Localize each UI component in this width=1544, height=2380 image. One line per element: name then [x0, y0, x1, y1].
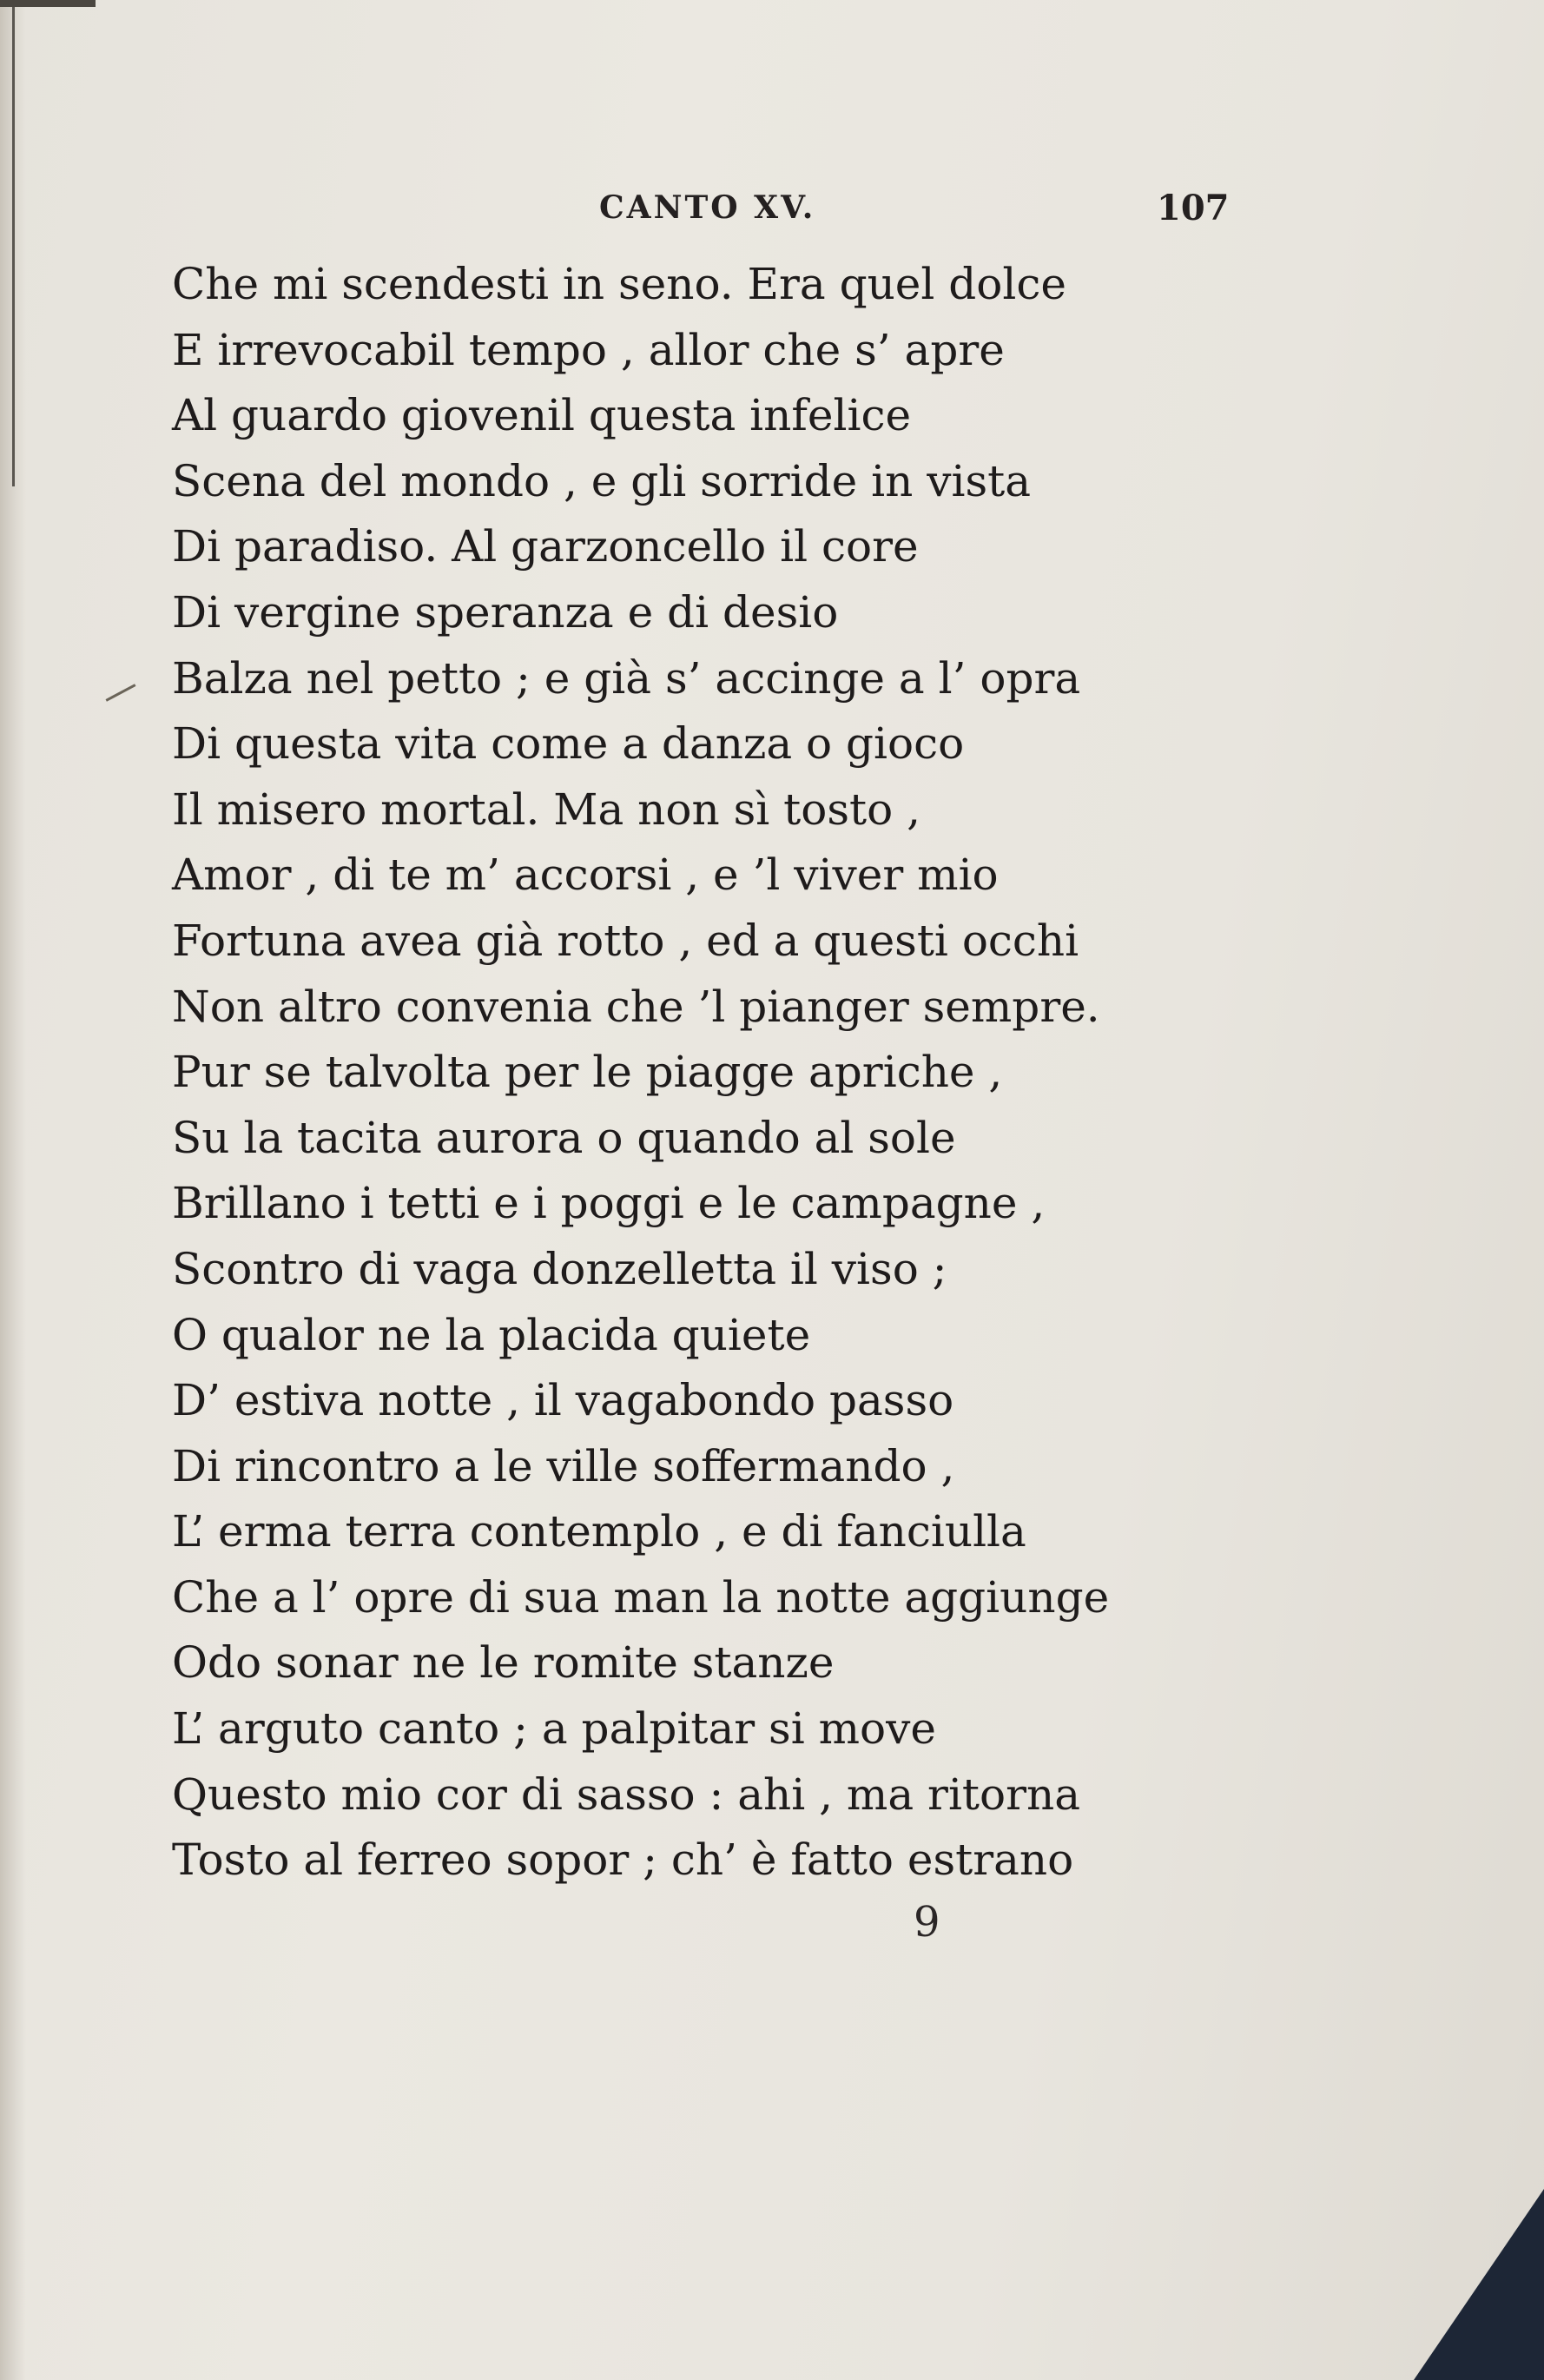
verse-line: Amor , di te m’ accorsi , e ’l viver mio — [172, 850, 999, 901]
verse-line: Odo sonar ne le romite stanze — [172, 1637, 835, 1689]
cover-cloth-corner — [1414, 2189, 1544, 2380]
pencil-mark — [106, 684, 136, 701]
verse-line: Tosto al ferreo sopor ; ch’ è fatto estrano — [172, 1835, 1074, 1886]
verse-line: Non altro convenia che ’l pianger sempre. — [172, 981, 1100, 1032]
verse-line: Scontro di vaga donzelletta il viso ; — [172, 1243, 947, 1294]
verse-line: D’ estiva notte , il vagabondo passo — [172, 1375, 954, 1426]
signature-mark: 9 — [914, 1898, 940, 1947]
verse-line: Di questa vita come a danza o gioco — [172, 718, 965, 770]
verse-line: E irrevocabil tempo , allor che s’ apre — [172, 324, 1005, 375]
verse-line: Che mi scendesti in seno. Era quel dolce — [172, 259, 1066, 309]
verse-line: Al guardo giovenil questa infelice — [172, 390, 912, 441]
running-title: CANTO XV. — [599, 189, 816, 226]
verse-block — [172, 252, 1171, 1894]
verse-line: O qualor ne la placida quiete — [172, 1309, 811, 1360]
verse-line: Di rincontro a le ville soffermando , — [172, 1440, 955, 1491]
verse-line: Di vergine speranza e di desio — [172, 586, 839, 638]
verse-line: Brillano i tetti e i poggi e le campagne , — [172, 1178, 1046, 1229]
verse-line: Balza nel petto ; e già s’ accinge a l’ opra — [172, 652, 1081, 704]
binding-edge — [12, 0, 15, 486]
verse-line: Scena del mondo , e gli sorride in vista — [172, 455, 1032, 506]
verse-line: L’ arguto canto ; a palpitar si move — [172, 1703, 936, 1755]
cover-edge — [0, 0, 96, 7]
verse-line: Fortuna avea già rotto , ed a questi occhi — [172, 915, 1079, 966]
verse-line: Di paradiso. Al garzoncello il core — [172, 521, 919, 572]
running-head — [0, 189, 1544, 241]
verse-line: Che a l’ opre di sua man la notte aggiunge — [172, 1571, 1110, 1623]
verse-line: Questo mio cor di sasso : ahi , ma ritorna — [172, 1768, 1081, 1820]
verse-line: Su la tacita aurora o quando al sole — [172, 1112, 956, 1163]
page-number: 107 — [1157, 188, 1230, 228]
verse-line: L’ erma terra contemplo , e di fanciulla — [172, 1506, 1026, 1557]
verse-line: Pur se talvolta per le piagge apriche , — [172, 1047, 1003, 1098]
verse-line: Il misero mortal. Ma non sì tosto , — [172, 783, 920, 835]
